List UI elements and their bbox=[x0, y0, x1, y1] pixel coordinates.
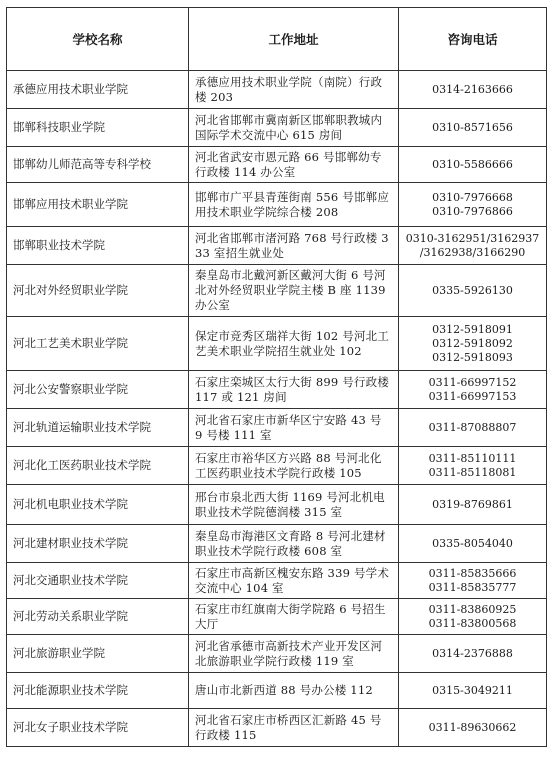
phone-number: 0311-83800568 bbox=[428, 616, 517, 630]
phone-cell bbox=[399, 109, 547, 147]
address-cell: 河北省邯郸市冀南新区邯郸职教城内国际学术交流中心 615 房间 bbox=[189, 109, 399, 147]
phone-number: 0310-7976668 bbox=[432, 190, 513, 204]
table-row bbox=[7, 673, 547, 709]
table-row bbox=[7, 371, 547, 409]
document-page bbox=[6, 7, 547, 747]
school-name-cell: 河北建材职业技术学院 bbox=[7, 525, 189, 563]
school-name-cell: 河北劳动关系职业学院 bbox=[7, 599, 189, 635]
phone-cell bbox=[399, 709, 547, 747]
phone-number: /3162938/3166290 bbox=[419, 245, 526, 259]
school-name-cell: 河北公安警察职业学院 bbox=[7, 371, 189, 409]
phone-number: 0311-66997152 bbox=[428, 375, 517, 389]
address-cell: 邢台市泉北西大街 1169 号河北机电职业技术学院德润楼 315 室 bbox=[189, 485, 399, 525]
phone-number: 0312-5918093 bbox=[432, 350, 513, 364]
school-name-cell: 河北交通职业技术学院 bbox=[7, 563, 189, 599]
phone-cell bbox=[399, 371, 547, 409]
table-row bbox=[7, 485, 547, 525]
phone-number: 0314-2163666 bbox=[432, 82, 513, 96]
phone-number: 0311-83860925 bbox=[428, 602, 517, 616]
table-row bbox=[7, 109, 547, 147]
phone-number: 0315-3049211 bbox=[432, 683, 513, 697]
school-name-cell: 河北对外经贸职业学院 bbox=[7, 265, 189, 317]
table-row bbox=[7, 447, 547, 485]
school-name-cell: 河北轨道运输职业技术学院 bbox=[7, 409, 189, 447]
phone-number: 0335-8054040 bbox=[432, 536, 513, 550]
phone-number: 0310-3162951/3162937 bbox=[405, 231, 540, 245]
address-cell: 河北省石家庄市新华区宁安路 43 号 9 号楼 111 室 bbox=[189, 409, 399, 447]
school-name-cell: 河北女子职业技术学院 bbox=[7, 709, 189, 747]
school-name-cell: 河北工艺美术职业学院 bbox=[7, 317, 189, 371]
table-row bbox=[7, 317, 547, 371]
phone-cell bbox=[399, 183, 547, 227]
phone-number: 0310-8571656 bbox=[432, 120, 513, 134]
table-row bbox=[7, 563, 547, 599]
phone-number: 0310-5586666 bbox=[432, 157, 513, 171]
address-cell: 河北省承德市高新技术产业开发区河北旅游职业学院行政楼 119 室 bbox=[189, 635, 399, 673]
table-row bbox=[7, 709, 547, 747]
phone-number: 0311-85835777 bbox=[428, 580, 517, 594]
table-row bbox=[7, 265, 547, 317]
header-school-name: 学校名称 bbox=[7, 8, 189, 71]
phone-cell bbox=[399, 227, 547, 265]
address-cell: 石家庄栾城区太行大街 899 号行政楼 117 或 121 房间 bbox=[189, 371, 399, 409]
phone-number: 0312-5918091 bbox=[432, 322, 513, 336]
phone-number: 0335-5926130 bbox=[432, 283, 513, 297]
address-cell: 河北省武安市恩元路 66 号邯郸幼专行政楼 114 办公室 bbox=[189, 147, 399, 183]
header-work-address: 工作地址 bbox=[189, 8, 399, 71]
phone-cell bbox=[399, 563, 547, 599]
phone-number: 0311-85118081 bbox=[428, 465, 517, 479]
phone-cell bbox=[399, 409, 547, 447]
phone-number: 0311-85835666 bbox=[428, 566, 517, 580]
school-contact-table bbox=[6, 7, 547, 747]
table-body bbox=[7, 71, 547, 747]
address-cell: 石家庄市裕华区方兴路 88 号河北化工医药职业技术学院行政楼 105 bbox=[189, 447, 399, 485]
address-cell: 保定市竞秀区瑞祥大街 102 号河北工艺美术职业学院招生就业处 102 bbox=[189, 317, 399, 371]
phone-number: 0319-8769861 bbox=[432, 497, 513, 511]
phone-cell bbox=[399, 635, 547, 673]
phone-cell bbox=[399, 673, 547, 709]
address-cell: 河北省石家庄市桥西区汇新路 45 号行政楼 115 bbox=[189, 709, 399, 747]
table-row bbox=[7, 71, 547, 109]
phone-cell bbox=[399, 265, 547, 317]
phone-cell bbox=[399, 317, 547, 371]
school-name-cell: 河北旅游职业学院 bbox=[7, 635, 189, 673]
address-cell: 石家庄市高新区槐安东路 339 号学术交流中心 104 室 bbox=[189, 563, 399, 599]
header-phone: 咨询电话 bbox=[399, 8, 547, 71]
phone-number: 0311-89630662 bbox=[428, 720, 517, 734]
phone-number: 0312-5918092 bbox=[432, 336, 513, 350]
phone-number: 0314-2376888 bbox=[432, 646, 513, 660]
address-cell: 石家庄市红旗南大街学院路 6 号招生大厅 bbox=[189, 599, 399, 635]
phone-number: 0310-7976866 bbox=[432, 204, 513, 218]
address-cell: 河北省邯郸市渚河路 768 号行政楼 333 室招生就业处 bbox=[189, 227, 399, 265]
address-cell: 邯郸市广平县青莲街南 556 号邯郸应用技术职业学院综合楼 208 bbox=[189, 183, 399, 227]
school-name-cell: 邯郸科技职业学院 bbox=[7, 109, 189, 147]
phone-cell bbox=[399, 485, 547, 525]
school-name-cell: 承德应用技术职业学院 bbox=[7, 71, 189, 109]
table-row bbox=[7, 227, 547, 265]
school-name-cell: 邯郸应用技术职业学院 bbox=[7, 183, 189, 227]
table-row bbox=[7, 409, 547, 447]
phone-number: 0311-66997153 bbox=[428, 389, 517, 403]
school-name-cell: 河北化工医药职业技术学院 bbox=[7, 447, 189, 485]
school-name-cell: 邯郸幼儿师范高等专科学校 bbox=[7, 147, 189, 183]
phone-number: 0311-87088807 bbox=[428, 420, 517, 434]
phone-cell bbox=[399, 525, 547, 563]
table-row bbox=[7, 635, 547, 673]
address-cell: 承德应用技术职业学院（南院）行政楼 203 bbox=[189, 71, 399, 109]
address-cell: 秦皇岛市北戴河新区戴河大街 6 号河北对外经贸职业学院主楼 B 座 1139 办公室 bbox=[189, 265, 399, 317]
table-row bbox=[7, 599, 547, 635]
table-row bbox=[7, 525, 547, 563]
school-name-cell: 邯郸职业技术学院 bbox=[7, 227, 189, 265]
table-header-row bbox=[7, 8, 547, 71]
school-name-cell: 河北能源职业技术学院 bbox=[7, 673, 189, 709]
phone-cell bbox=[399, 147, 547, 183]
phone-cell bbox=[399, 447, 547, 485]
table-row bbox=[7, 183, 547, 227]
phone-number: 0311-85110111 bbox=[428, 451, 517, 465]
table-row bbox=[7, 147, 547, 183]
phone-cell bbox=[399, 71, 547, 109]
phone-cell bbox=[399, 599, 547, 635]
address-cell: 唐山市北新西道 88 号办公楼 112 bbox=[189, 673, 399, 709]
school-name-cell: 河北机电职业技术学院 bbox=[7, 485, 189, 525]
address-cell: 秦皇岛市海港区文育路 8 号河北建材职业技术学院行政楼 608 室 bbox=[189, 525, 399, 563]
